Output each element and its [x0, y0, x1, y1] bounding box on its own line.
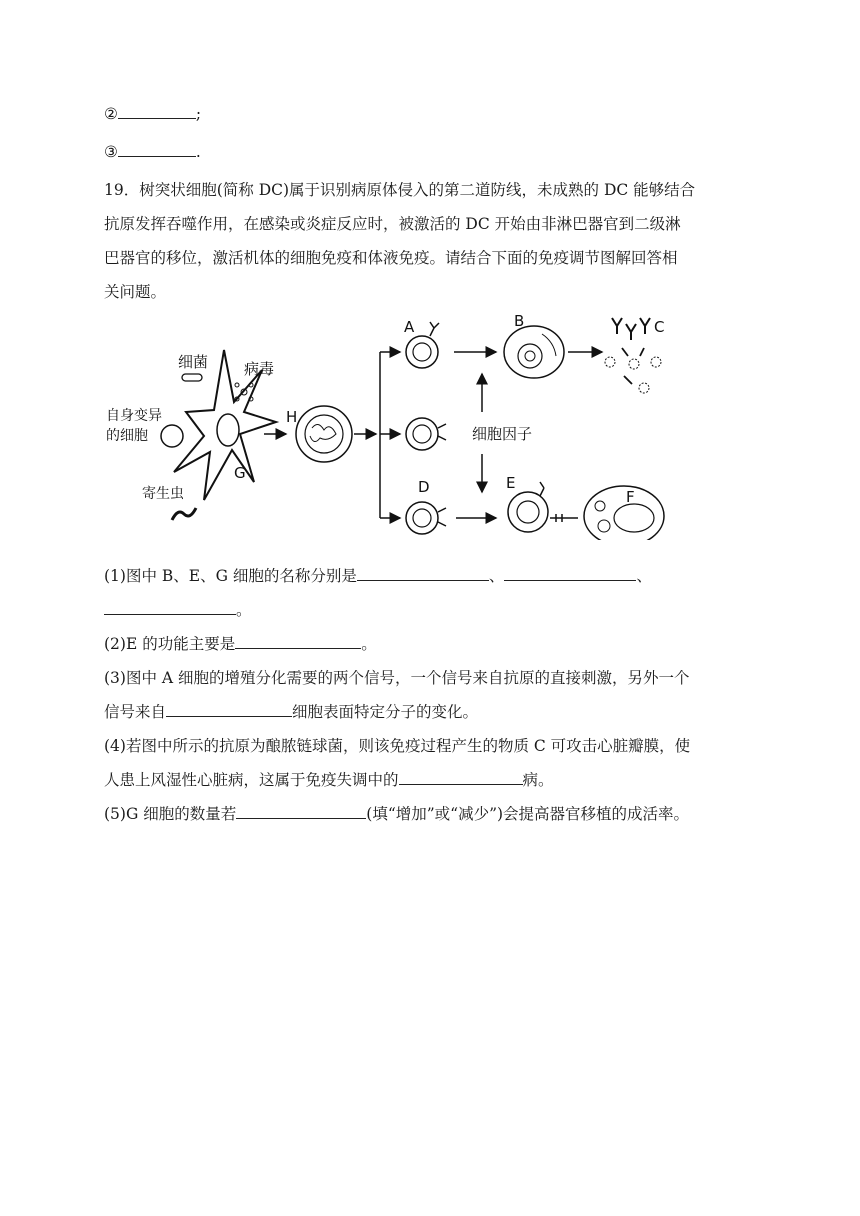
- label-virus: 病毒: [244, 360, 275, 378]
- cell-e: [508, 492, 548, 532]
- label-b: B: [514, 312, 525, 330]
- cell-f: [584, 486, 664, 540]
- dc-nucleus: [217, 414, 239, 446]
- answer-blank[interactable]: [399, 770, 523, 785]
- sub-question-2: (2)E 的功能主要是 。: [104, 635, 377, 653]
- label-f: F: [626, 488, 635, 506]
- answer-blank-b[interactable]: [357, 566, 489, 581]
- question-line: 抗原发挥吞噬作用，在感染或炎症反应时，被激活的 DC 开始由非淋巴器官到二级淋: [104, 215, 681, 233]
- antibody-icon: [612, 318, 622, 334]
- cell-a: [406, 336, 438, 368]
- answer-blank[interactable]: [235, 634, 361, 649]
- answer-blank[interactable]: [236, 804, 366, 819]
- prev-item-2: ② ;: [104, 105, 202, 123]
- sub-question-1-cont: 。: [104, 600, 252, 620]
- sub-question-5: (5)G 细胞的数量若 (填“增加”或“减少”)会提高器官移植的成活率。: [104, 805, 690, 823]
- label-h: H: [286, 408, 298, 426]
- cell-h: [296, 406, 352, 462]
- parasite-icon: [172, 508, 196, 520]
- th-cell: [406, 418, 438, 450]
- sub-question-3-cont: 信号来自 细胞表面特定分子的变化。: [104, 703, 479, 721]
- antigen-icon: [639, 383, 649, 393]
- cell-d: [406, 502, 438, 534]
- answer-blank[interactable]: [118, 142, 196, 157]
- label-self-mutant: 自身变异: [106, 408, 162, 424]
- antigen-icon: [629, 359, 639, 369]
- label-cytokine: 细胞因子: [472, 425, 533, 443]
- label-self-mutant: 的细胞: [106, 428, 148, 444]
- bacteria-icon: [182, 374, 202, 381]
- prev-item-3: ③ .: [104, 143, 201, 161]
- antigen-icon: [651, 357, 661, 367]
- answer-blank[interactable]: [166, 702, 292, 717]
- sub-question-4-cont: 人患上风湿性心脏病，这属于免疫失调中的 病。: [104, 771, 554, 789]
- label-bacteria: 细菌: [178, 353, 209, 371]
- label-a: A: [404, 318, 415, 336]
- label-d: D: [418, 478, 430, 496]
- label-e: E: [506, 474, 516, 492]
- immune-regulation-diagram: [104, 312, 674, 540]
- answer-blank-g[interactable]: [104, 600, 236, 615]
- answer-blank[interactable]: [118, 104, 196, 119]
- label-parasite: 寄生虫: [142, 486, 184, 502]
- answer-blank-e[interactable]: [504, 566, 636, 581]
- label-g: G: [234, 464, 246, 482]
- antibody-icon: [640, 318, 650, 334]
- question-line: 巴器官的移位，激活机体的细胞免疫和体液免疫。请结合下面的免疫调节图解回答相: [104, 249, 678, 267]
- sub-question-3: (3)图中 A 细胞的增殖分化需要的两个信号，一个信号来自抗原的直接刺激，另外一个: [104, 669, 690, 687]
- label-c: C: [654, 318, 665, 336]
- sub-question-1: (1)图中 B、E、G 细胞的名称分别是 、 、: [104, 567, 652, 585]
- question-line: 关问题。: [104, 283, 167, 301]
- self-mutant-cell: [161, 425, 183, 447]
- antigen-icon: [605, 357, 615, 367]
- sub-question-4: (4)若图中所示的抗原为酿脓链球菌，则该免疫过程产生的物质 C 可攻击心脏瓣膜，使: [104, 737, 691, 755]
- question-line: 19．树突状细胞(简称 DC)属于识别病原体侵入的第二道防线，未成熟的 DC 能够结合: [104, 181, 696, 199]
- antibody-icon: [626, 324, 636, 340]
